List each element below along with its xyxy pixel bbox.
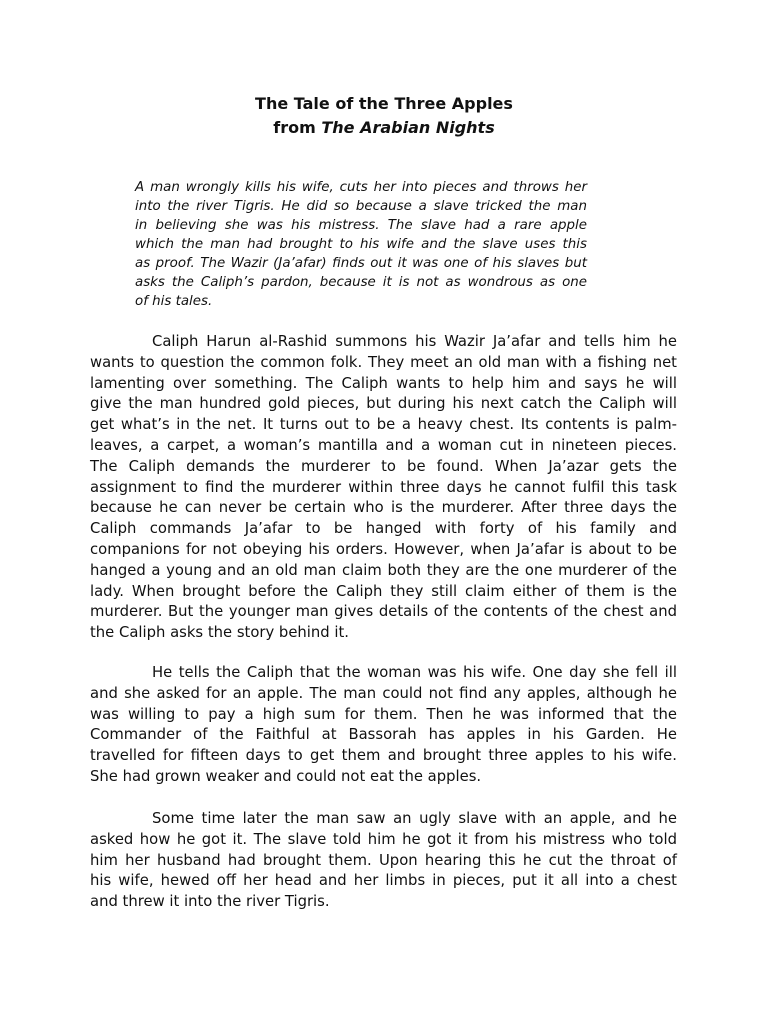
- paragraph-line: lamenting over something. The Caliph wants to help him and says he will: [90, 374, 677, 392]
- body-paragraph-1: [90, 332, 677, 644]
- paragraph-line: Caliph Harun al-Rashid summons his Wazir Ja’afar and tells him he: [152, 333, 677, 350]
- paragraph-line: and she asked for an apple. The man could not find any apples, although he: [90, 684, 677, 702]
- paragraph-line: Some time later the man saw an ugly slave with an apple, and he: [152, 810, 677, 827]
- paragraph-line: because he can never be certain who is the murderer. After three days the: [90, 499, 677, 517]
- paragraph-line: him her husband had brought them. Upon hearing this he cut the throat of: [90, 851, 677, 869]
- paragraph-line: murderer. But the younger man gives details of the contents of the chest and: [90, 603, 677, 621]
- paragraph-line: was willing to pay a high sum for them. Then he was informed that the: [90, 705, 677, 723]
- summary-abstract: [135, 178, 587, 311]
- paragraph-line: The Caliph demands the murderer to be found. When Ja’azar gets the: [90, 457, 677, 475]
- paragraph-line: the Caliph asks the story behind it.: [90, 624, 350, 642]
- abstract-line: asks the Caliph’s pardon, because it is not as wondrous as one: [135, 275, 587, 290]
- body-paragraph-3: [90, 809, 677, 913]
- abstract-line: A man wrongly kills his wife, cuts her into pieces and throws her: [135, 180, 587, 195]
- paragraph-line: give the man hundred gold pieces, but during his next catch the Caliph will: [90, 395, 677, 413]
- paragraph-line: lady. When brought before the Caliph they still claim either of them is the: [90, 582, 677, 600]
- paragraph-line: She had grown weaker and could not eat the apples.: [90, 767, 482, 785]
- abstract-line: of his tales.: [135, 294, 213, 309]
- document-subtitle: [0, 116, 768, 140]
- abstract-line: which the man had brought to his wife and the slave uses this: [135, 237, 587, 252]
- paragraph-line: asked how he got it. The slave told him he got it from his mistress who told: [90, 830, 677, 848]
- abstract-line: as proof. The Wazir (Ja’afar) finds out it was one of his slaves but: [135, 256, 587, 271]
- paragraph-line: Caliph commands Ja’afar to be hanged with forty of his family and: [90, 520, 677, 538]
- body-paragraph-2: [90, 663, 677, 788]
- paragraph-line: leaves, a carpet, a woman’s mantilla and a woman cut in nineteen pieces.: [90, 436, 677, 454]
- subtitle-work-title: The Arabian Nights: [321, 118, 495, 137]
- paragraph-line: companions for not obeying his orders. However, when Ja’afar is about to be: [90, 540, 677, 558]
- paragraph-line: assignment to find the murderer within three days he cannot fulfil this task: [90, 478, 677, 496]
- document-title: The Tale of the Three Apples: [255, 94, 513, 113]
- paragraph-line: and threw it into the river Tigris.: [90, 893, 330, 911]
- paragraph-line: hanged a young and an old man claim both they are the one murderer of the: [90, 561, 677, 579]
- paragraph-line: travelled for fifteen days to get them and brought three apples to his wife.: [90, 747, 677, 765]
- paragraph-line: He tells the Caliph that the woman was his wife. One day she fell ill: [152, 664, 677, 681]
- paragraph-line: his wife, hewed off her head and her limbs in pieces, put it all into a chest: [90, 872, 677, 890]
- abstract-line: into the river Tigris. He did so because a slave tricked the man: [135, 199, 587, 214]
- paragraph-line: Commander of the Faithful at Bassorah has apples in his Garden. He: [90, 726, 677, 744]
- paragraph-line: get what’s in the net. It turns out to be a heavy chest. Its contents is palm-: [90, 416, 677, 434]
- paragraph-line: wants to question the common folk. They meet an old man with a fishing net: [90, 353, 677, 371]
- subtitle-prefix: from: [273, 118, 322, 137]
- abstract-line: in believing she was his mistress. The slave had a rare apple: [135, 218, 587, 233]
